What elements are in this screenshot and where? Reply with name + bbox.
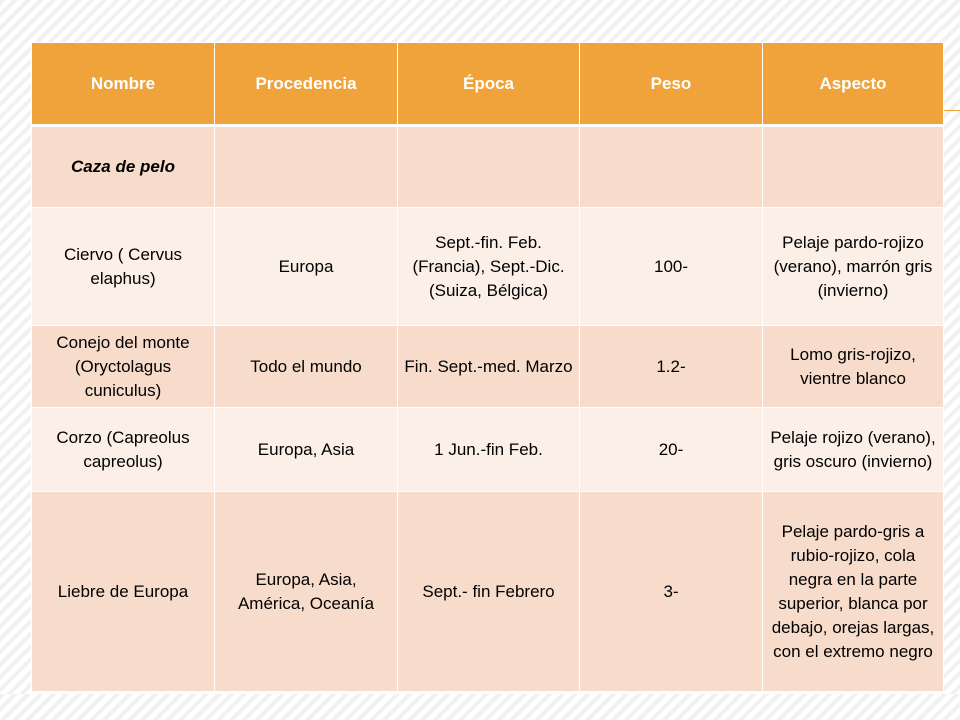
table-row <box>32 408 944 492</box>
table-cell: Sept.- fin Febrero <box>398 492 580 692</box>
slide-border-right <box>943 0 960 720</box>
table-cell: Sept.-fin. Feb. (Francia), Sept.-Dic. (Suiza, Bélgica) <box>398 208 580 326</box>
category-cell: Caza de pelo <box>32 126 215 208</box>
table-row <box>32 326 944 408</box>
decorative-line <box>944 110 960 111</box>
table-row <box>32 208 944 326</box>
table-cell: Europa, Asia <box>215 408 398 492</box>
table-cell: Europa <box>215 208 398 326</box>
table-cell <box>398 126 580 208</box>
table-cell: Corzo (Capreolus capreolus) <box>32 408 215 492</box>
table-cell: Europa, Asia, América, Oceanía <box>215 492 398 692</box>
table-cell: 3- <box>580 492 763 692</box>
table-cell <box>580 126 763 208</box>
header-procedencia: Procedencia <box>215 43 398 126</box>
slide-border-top <box>0 0 960 42</box>
table-cell: Ciervo ( Cervus elaphus) <box>32 208 215 326</box>
slide-border-left <box>0 0 31 720</box>
table-cell: 20- <box>580 408 763 492</box>
header-peso: Peso <box>580 43 763 126</box>
table-cell: Pelaje pardo-gris a rubio-rojizo, cola negra en la parte superior, blanca por debajo, orejas largas, con el extremo negro <box>763 492 944 692</box>
table-cell: 1.2- <box>580 326 763 408</box>
table-cell: Liebre de Europa <box>32 492 215 692</box>
table-row <box>32 492 944 692</box>
table-cell: Fin. Sept.-med. Marzo <box>398 326 580 408</box>
table-cell: Pelaje rojizo (verano), gris oscuro (invierno) <box>763 408 944 492</box>
table-cell <box>763 126 944 208</box>
table-cell: 100- <box>580 208 763 326</box>
header-epoca: Época <box>398 43 580 126</box>
table-cell: Todo el mundo <box>215 326 398 408</box>
game-species-table <box>31 42 944 692</box>
header-aspecto: Aspecto <box>763 43 944 126</box>
table-cell: Conejo del monte (Oryctolagus cuniculus) <box>32 326 215 408</box>
table-cell <box>215 126 398 208</box>
table-header-row <box>32 43 944 126</box>
slide-border-bottom <box>0 694 960 720</box>
table-cell: Lomo gris-rojizo, vientre blanco <box>763 326 944 408</box>
header-nombre: Nombre <box>32 43 215 126</box>
table-cell: Pelaje pardo-rojizo (verano), marrón gris (invierno) <box>763 208 944 326</box>
table-cell: 1 Jun.-fin Feb. <box>398 408 580 492</box>
table-row <box>32 126 944 208</box>
